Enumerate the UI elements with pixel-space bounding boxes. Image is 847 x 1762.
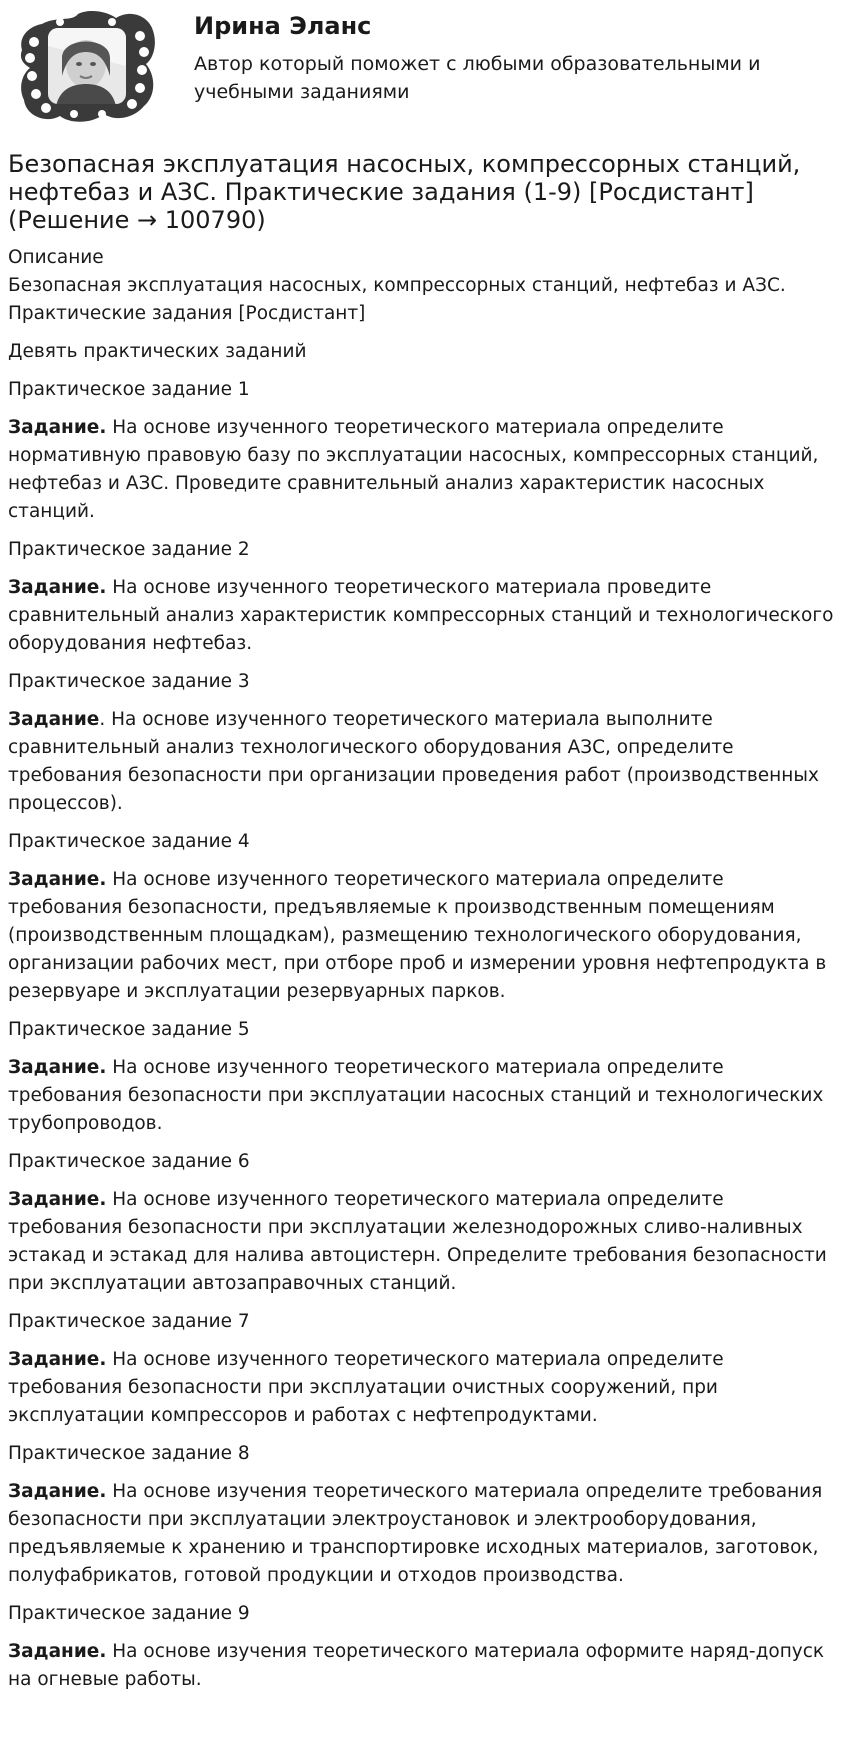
task-item bbox=[8, 668, 839, 818]
task-text: . На основе изученного теоретического материала выполните сравнительный анализ технологического оборудования АЗС, определите требования безопасности при организации проведения работ (производственных процессов). bbox=[8, 709, 819, 814]
task-text: На основе изученного теоретического материала определите требования безопасности при эксплуатации насосных станций и технологических трубопроводов. bbox=[8, 1057, 824, 1134]
task-body bbox=[8, 1478, 839, 1590]
task-label: Задание. bbox=[8, 1481, 107, 1502]
task-text: На основе изученного теоретического материала проведите сравнительный анализ характеристик компрессорных станций и технологического оборудования нефтебаз. bbox=[8, 577, 834, 654]
task-label: Задание. bbox=[8, 1349, 107, 1370]
task-body bbox=[8, 706, 839, 818]
task-body bbox=[8, 414, 839, 526]
task-body bbox=[8, 866, 839, 1006]
task-item bbox=[8, 1600, 839, 1694]
task-body bbox=[8, 1054, 839, 1138]
task-item bbox=[8, 536, 839, 658]
task-item bbox=[8, 1016, 839, 1138]
task-heading: Практическое задание 8 bbox=[8, 1443, 250, 1464]
task-label: Задание. bbox=[8, 869, 107, 890]
task-body bbox=[8, 1186, 839, 1298]
author-name[interactable]: Ирина Эланс bbox=[194, 12, 372, 40]
task-text: На основе изученного теоретического материала определите требования безопасности, предъявляемые к производственным помещениям (производственным площадкам), размещению технологического оборудования, организации рабочих мест, при отборе проб и измерении уровня нефтепродукта в резервуаре и эксплуатации резервуарных парков. bbox=[8, 869, 827, 1002]
task-text: На основе изученного теоретического материала определите требования безопасности при эксплуатации железнодорожных сливо-наливных эстакад и эстакад для налива автоцистерн. Определите требования безопасности при эксплуатации автозаправочных станций. bbox=[8, 1189, 827, 1294]
task-body bbox=[8, 574, 839, 658]
task-item bbox=[8, 1148, 839, 1298]
task-count-text: Девять практических заданий bbox=[8, 341, 307, 362]
author-card bbox=[8, 0, 839, 135]
task-body bbox=[8, 1638, 839, 1694]
task-heading: Практическое задание 2 bbox=[8, 539, 250, 560]
task-heading: Практическое задание 3 bbox=[8, 671, 250, 692]
task-label: Задание bbox=[8, 709, 100, 730]
task-text: На основе изученного теоретического материала определите нормативную правовую базу по эксплуатации насосных, компрессорных станций, нефтебаз и АЗС. Проведите сравнительный анализ характеристик насосных станций. bbox=[8, 417, 819, 522]
document-title: Безопасная эксплуатация насосных, компрессорных станций, нефтебаз и АЗС. Практические задания (1-9) [Росдистант] (Решение → 100790) bbox=[8, 150, 801, 234]
task-heading: Практическое задание 5 bbox=[8, 1019, 250, 1040]
task-text: На основе изучения теоретического материала определите требования безопасности при эксплуатации электроустановок и электрооборудования, предъявляемые к хранению и транспортировке исходных материалов, заготовок, полуфабрикатов, готовой продукции и отходов производства. bbox=[8, 1481, 823, 1586]
task-item bbox=[8, 1308, 839, 1430]
task-text: На основе изучения теоретического материала оформите наряд-допуск на огневые работы. bbox=[8, 1641, 825, 1690]
description-text: Безопасная эксплуатация насосных, компрессорных станций, нефтебаз и АЗС. Практические задания [Росдистант] bbox=[8, 275, 786, 324]
task-item bbox=[8, 1440, 839, 1590]
task-heading: Практическое задание 4 bbox=[8, 831, 250, 852]
task-body bbox=[8, 1346, 839, 1430]
task-text: На основе изученного теоретического материала определите требования безопасности при эксплуатации очистных сооружений, при эксплуатации компрессоров и работах с нефтепродуктами. bbox=[8, 1349, 724, 1426]
author-avatar-icon bbox=[16, 6, 158, 126]
task-heading: Практическое задание 1 bbox=[8, 379, 250, 400]
task-heading: Практическое задание 9 bbox=[8, 1603, 250, 1624]
task-item bbox=[8, 376, 839, 526]
task-label: Задание. bbox=[8, 1641, 107, 1662]
task-label: Задание. bbox=[8, 417, 107, 438]
task-heading: Практическое задание 7 bbox=[8, 1311, 250, 1332]
task-label: Задание. bbox=[8, 1189, 107, 1210]
author-description: Автор который поможет с любыми образовательными и учебными заданиями bbox=[194, 53, 761, 103]
description-label: Описание bbox=[8, 247, 104, 268]
task-label: Задание. bbox=[8, 1057, 107, 1078]
task-heading: Практическое задание 6 bbox=[8, 1151, 250, 1172]
document-body bbox=[8, 244, 839, 1694]
task-item bbox=[8, 828, 839, 1006]
task-label: Задание. bbox=[8, 577, 107, 598]
